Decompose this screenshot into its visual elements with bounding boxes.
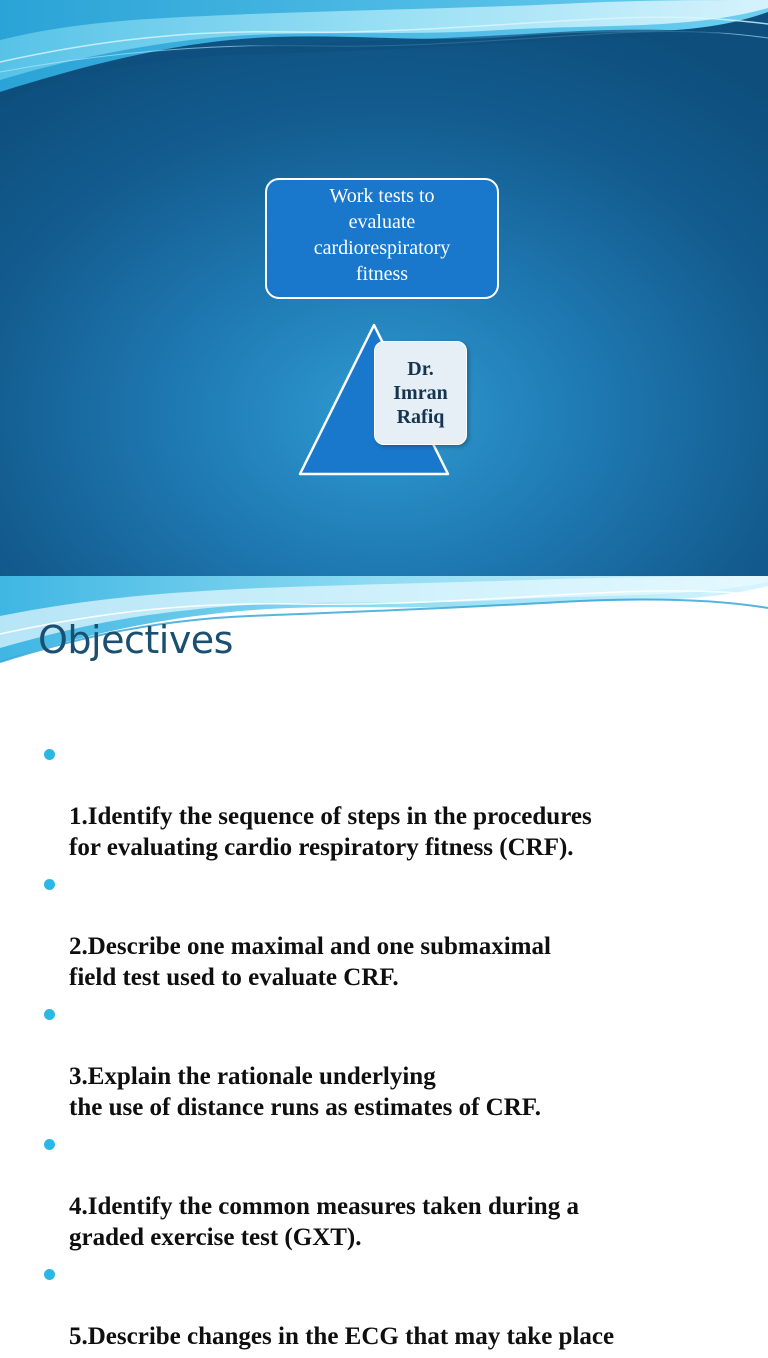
bullet-dot-icon: [44, 749, 55, 760]
objective-text: 5.Describe changes in the ECG that may take place: [69, 1323, 615, 1350]
objective-item: [44, 1259, 764, 1352]
objective-text: 2.Describe one maximal and one submaximal field test used to evaluate CRF.: [69, 933, 551, 991]
objectives-list: [44, 739, 764, 1358]
title-line-3: cardiorespiratory: [313, 236, 451, 259]
bullet-dot-icon: [44, 879, 55, 890]
title-line-4: fitness: [355, 262, 409, 285]
title-box: [265, 178, 499, 299]
author-line-3: Rafiq: [396, 406, 445, 428]
author-box: [374, 341, 467, 445]
objective-item: [44, 999, 764, 1123]
bullet-dot-icon: [44, 1139, 55, 1150]
title-line-2: evaluate: [348, 210, 416, 233]
slide-heading: Objectives: [38, 618, 233, 662]
objectives-slide: [0, 576, 768, 1350]
objective-item: [44, 1129, 764, 1253]
author-line-1: Dr.: [407, 358, 434, 380]
author-line-2: Imran: [393, 382, 448, 404]
objective-text: 4.Identify the common measures taken during a graded exercise test (GXT).: [69, 1193, 579, 1251]
title-line-1: Work tests to: [329, 184, 435, 207]
objective-text: 1.Identify the sequence of steps in the procedures for evaluating cardio respiratory fitness (CRF).: [69, 803, 592, 861]
objective-item: [44, 869, 764, 993]
bullet-dot-icon: [44, 1269, 55, 1280]
bullet-dot-icon: [44, 1009, 55, 1020]
title-slide: [0, 0, 768, 576]
objective-item: [44, 739, 764, 863]
objective-text: 3.Explain the rationale underlying the use of distance runs as estimates of CRF.: [69, 1063, 541, 1121]
